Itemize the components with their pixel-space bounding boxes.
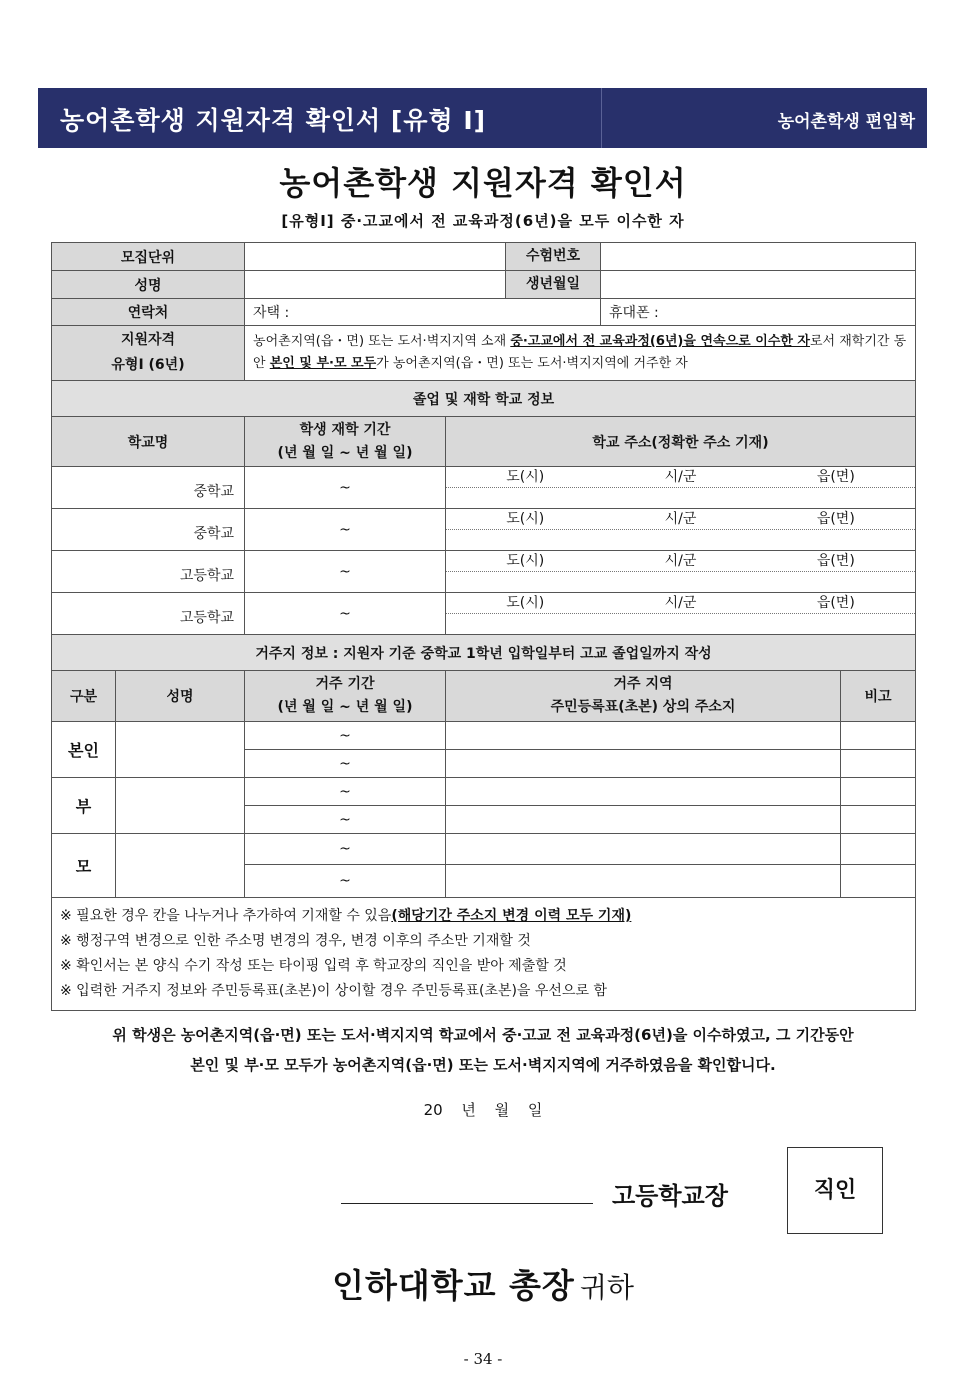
school-address-cell[interactable] — [446, 467, 916, 509]
residence-section-title: 거주지 정보 : 지원자 기준 중학교 1학년 입학일부터 고교 졸업일까지 작성 — [52, 635, 916, 671]
notes-box — [52, 898, 916, 1011]
signature-line[interactable] — [341, 1203, 593, 1204]
qual-text-5: 가 농어촌지역(읍・면) 또는 도서·벽지지역에 거주한 자 — [376, 356, 688, 371]
addr-do: 도(시) — [506, 553, 545, 569]
addr-do: 도(시) — [506, 595, 545, 611]
confirmation-line-1: 위 학생은 농어촌지역(읍·면) 또는 도서·벽지지역 학교에서 중·고교 전 교육과정(6년)을 이수하였고, 그 기간동안 — [112, 1026, 854, 1044]
addr-si: 시/군 — [664, 511, 697, 527]
school-name-cell[interactable]: 중학교 — [52, 509, 245, 551]
qualification-label — [52, 326, 245, 381]
addr-eup: 읍(면) — [816, 469, 855, 485]
note-1 — [60, 904, 907, 929]
residence-note-cell[interactable] — [841, 722, 916, 750]
document-title: 농어촌학생 지원자격 확인서 — [279, 164, 687, 202]
school-row — [52, 593, 916, 635]
school-period-cell[interactable]: ~ — [245, 509, 446, 551]
school-period-cell[interactable]: ~ — [245, 551, 446, 593]
school-period-cell[interactable]: ~ — [245, 593, 446, 635]
residence-region-header-1: 거주 지역 — [613, 676, 673, 692]
school-period-header-2: (년 월 일 ~ 년 월 일) — [277, 444, 413, 461]
school-row — [52, 509, 916, 551]
residence-period-header — [245, 671, 446, 722]
residence-note-cell[interactable] — [841, 834, 916, 865]
residence-period-cell[interactable]: ~ — [245, 865, 446, 898]
residence-period-header-2: (년 월 일 ~ 년 월 일) — [277, 699, 413, 715]
qual-text-4: 본인 및 부·모 모두 — [269, 356, 377, 371]
exam-number-label: 수험번호 — [506, 243, 600, 270]
banner-category: 농어촌학생 편입학 — [777, 112, 915, 132]
school-address-cell[interactable] — [446, 593, 916, 635]
unit-field[interactable] — [245, 243, 601, 271]
banner-title: 농어촌학생 지원자격 확인서 [유형 Ⅰ] — [60, 106, 487, 135]
person-father-label: 부 — [52, 778, 116, 834]
school-section-title: 졸업 및 재학 학교 정보 — [52, 381, 916, 417]
school-period-header — [245, 417, 446, 467]
person-mother-name[interactable] — [116, 834, 245, 898]
addressee-main: 인하대학교 총장 — [332, 1266, 575, 1305]
person-father-name[interactable] — [116, 778, 245, 834]
addressee — [0, 1260, 966, 1307]
birth-field[interactable] — [601, 271, 916, 299]
qual-text-1: 농어촌지역(읍・면) 또는 도서·벽지지역 소재 — [253, 334, 511, 349]
birth-label: 생년월일 — [506, 271, 600, 298]
exam-number-field[interactable] — [601, 243, 916, 271]
residence-region-cell[interactable] — [446, 722, 841, 750]
person-self-name[interactable] — [116, 722, 245, 778]
residence-region-cell[interactable] — [446, 865, 841, 898]
name-field[interactable] — [245, 271, 601, 299]
addr-eup: 읍(면) — [816, 553, 855, 569]
school-address-cell[interactable] — [446, 551, 916, 593]
residence-name-header: 성명 — [116, 671, 245, 722]
page-number: - 34 - — [463, 1350, 503, 1368]
school-period-header-1: 학생 재학 기간 — [299, 421, 391, 438]
residence-note-cell[interactable] — [841, 778, 916, 806]
school-name-cell[interactable]: 중학교 — [52, 467, 245, 509]
school-name-cell[interactable]: 고등학교 — [52, 551, 245, 593]
qualification-label-line1: 지원자격 — [120, 332, 176, 348]
residence-region-cell[interactable] — [446, 806, 841, 834]
date-line[interactable]: 20 년 월 일 — [423, 1101, 543, 1119]
residence-note-cell[interactable] — [841, 750, 916, 778]
home-phone-label: 자택 : — [253, 305, 290, 321]
residence-note-header: 비고 — [841, 671, 916, 722]
school-row — [52, 551, 916, 593]
residence-note-cell[interactable] — [841, 865, 916, 898]
addr-do: 도(시) — [506, 469, 545, 485]
addr-si: 시/군 — [664, 553, 697, 569]
addressee-suffix: 귀하 — [579, 1271, 634, 1304]
unit-label: 모집단위 — [52, 243, 245, 271]
school-row — [52, 467, 916, 509]
school-name-header: 학교명 — [52, 417, 245, 467]
home-phone-field[interactable] — [245, 299, 601, 326]
official-seal-box: 직인 — [787, 1147, 883, 1234]
name-label: 성명 — [52, 271, 245, 299]
mobile-phone-field[interactable] — [601, 299, 916, 326]
addr-si: 시/군 — [664, 469, 697, 485]
contact-label: 연락처 — [52, 299, 245, 326]
residence-period-cell[interactable]: ~ — [245, 834, 446, 865]
residence-period-cell[interactable]: ~ — [245, 722, 446, 750]
qualification-text — [245, 326, 916, 381]
school-name-cell[interactable]: 고등학교 — [52, 593, 245, 635]
note-4: ※ 입력한 거주지 정보와 주민등록표(초본)이 상이할 경우 주민등록표(초본)을 우선으로 함 — [60, 983, 607, 999]
qualification-label-line2: 유형Ⅰ (6년) — [111, 357, 185, 373]
person-mother-label: 모 — [52, 834, 116, 898]
residence-region-header — [446, 671, 841, 722]
residence-region-cell[interactable] — [446, 778, 841, 806]
residence-period-header-1: 거주 기간 — [315, 676, 375, 692]
person-self-label: 본인 — [52, 722, 116, 778]
qual-text-2: 중·고교에서 전 교육과정(6년)을 연속으로 이수한 자 — [510, 334, 810, 349]
addr-eup: 읍(면) — [816, 511, 855, 527]
note-3: ※ 확인서는 본 양식 수기 작성 또는 타이핑 입력 후 학교장의 직인을 받아 제출할 것 — [60, 958, 567, 974]
principal-title: 고등학교장 — [612, 1182, 728, 1210]
residence-period-cell[interactable]: ~ — [245, 750, 446, 778]
addr-do: 도(시) — [506, 511, 545, 527]
residence-period-cell[interactable]: ~ — [245, 806, 446, 834]
residence-note-cell[interactable] — [841, 806, 916, 834]
residence-region-cell[interactable] — [446, 834, 841, 865]
school-address-header: 학교 주소(정확한 주소 기재) — [446, 417, 916, 467]
residence-region-header-2: 주민등록표(초본) 상의 주소지 — [550, 699, 736, 715]
addr-si: 시/군 — [664, 595, 697, 611]
residence-type-header: 구분 — [52, 671, 116, 722]
document-subtitle: [유형Ⅰ] 중·고교에서 전 교육과정(6년)을 모두 이수한 자 — [281, 212, 685, 230]
banner-divider — [601, 88, 602, 148]
confirmation-statement — [0, 1020, 966, 1080]
residence-period-cell[interactable]: ~ — [245, 778, 446, 806]
qual-text-3: 로서 재학기간 동안 — [253, 334, 907, 371]
note-1-emphasis: (해당기간 주소지 변경 이력 모두 기재) — [391, 908, 632, 924]
addr-eup: 읍(면) — [816, 595, 855, 611]
school-period-cell[interactable]: ~ — [245, 467, 446, 509]
note-2: ※ 행정구역 변경으로 인한 주소명 변경의 경우, 변경 이후의 주소만 기재할 것 — [60, 933, 531, 949]
residence-region-cell[interactable] — [446, 750, 841, 778]
confirmation-line-2: 본인 및 부·모 모두가 농어촌지역(읍·면) 또는 도서·벽지지역에 거주하였음을 확인합니다. — [190, 1056, 776, 1074]
note-1-text: ※ 필요한 경우 칸을 나누거나 추가하여 기재할 수 있음 — [60, 908, 392, 924]
mobile-phone-label: 휴대폰 : — [609, 305, 659, 321]
school-address-cell[interactable] — [446, 509, 916, 551]
header-banner — [38, 88, 927, 148]
application-form — [51, 242, 916, 1011]
